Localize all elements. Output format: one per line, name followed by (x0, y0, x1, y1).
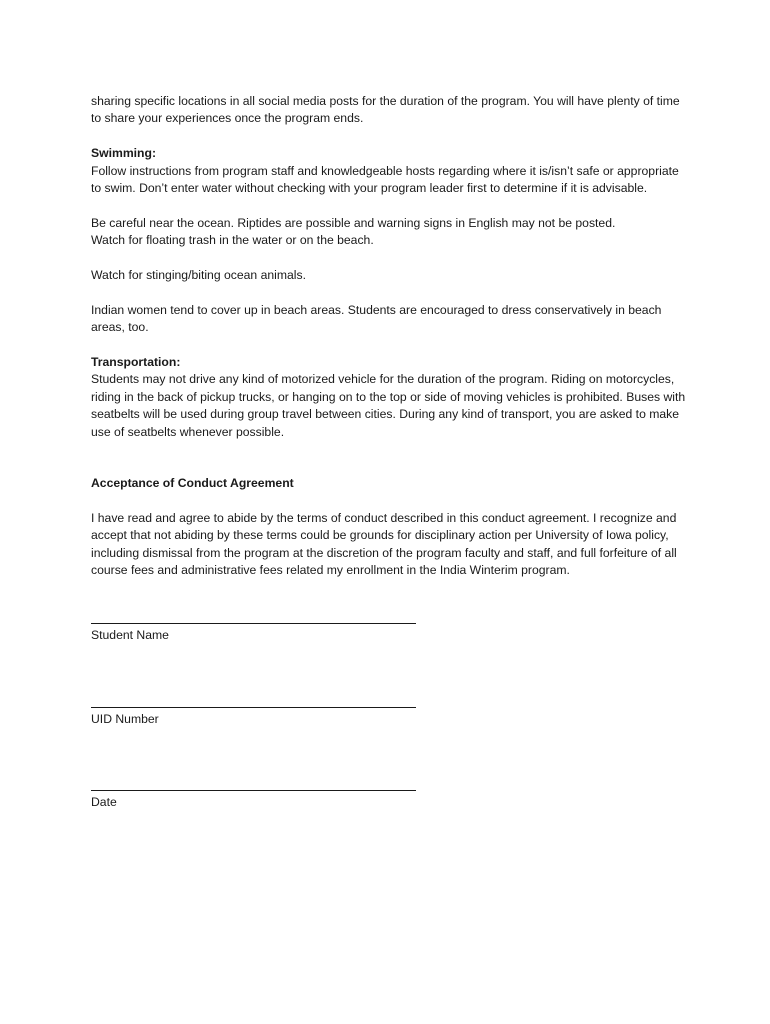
transportation-heading: Transportation: (91, 355, 181, 370)
swimming-paragraph-2-line-2: Watch for floating trash in the water or on the beach. (91, 233, 374, 248)
acceptance-heading: Acceptance of Conduct Agreement (91, 476, 294, 491)
signature-line[interactable] (91, 707, 416, 708)
signature-field-student-name[interactable] (91, 623, 691, 644)
signature-label-student-name: Student Name (91, 628, 169, 643)
signature-line[interactable] (91, 623, 416, 624)
signature-line[interactable] (91, 790, 416, 791)
swimming-heading: Swimming: (91, 146, 157, 161)
signature-label-uid-number: UID Number (91, 711, 159, 726)
swimming-paragraph-1: Follow instructions from program staff and knowledgeable hosts regarding where it is/isn’t safe or appropriate to swim. Don’t enter water without checking with your program leader first to determine if it is advisable. (91, 163, 679, 196)
signature-field-date[interactable] (91, 790, 691, 811)
acceptance-paragraph: I have read and agree to abide by the terms of conduct described in this conduct agreement. I recognize and accept that not abiding by these terms could be grounds for disciplinary action per University of Iowa policy, including dismissal from the program at the discretion of the program faculty and staff, and full forfeiture of all course fees and administrative fees related my enrollment in the India Winterim program. (91, 510, 677, 578)
document-page (91, 93, 691, 812)
swimming-paragraph-2-line-1: Be careful near the ocean. Riptides are possible and warning signs in English may not be posted. (91, 215, 616, 230)
transportation-paragraph: Students may not drive any kind of motorized vehicle for the duration of the program. Riding on motorcycles, riding in the back of pickup trucks, or hanging on to the top or side of moving vehicles is prohibited. Buses with seatbelts will be used during group travel between cities. During any kind of transport, you are asked to make use of seatbelts whenever possible. (91, 372, 686, 439)
swimming-paragraph-4: Indian women tend to cover up in beach areas. Students are encouraged to dress conservatively in beach areas, too. (91, 302, 662, 335)
swimming-paragraph-3: Watch for stinging/biting ocean animals. (91, 268, 306, 283)
intro-paragraph: sharing specific locations in all social media posts for the duration of the program. You will have plenty of time to share your experiences once the program ends. (91, 94, 680, 126)
signature-label-date: Date (91, 795, 117, 810)
signature-field-uid-number[interactable] (91, 707, 691, 728)
